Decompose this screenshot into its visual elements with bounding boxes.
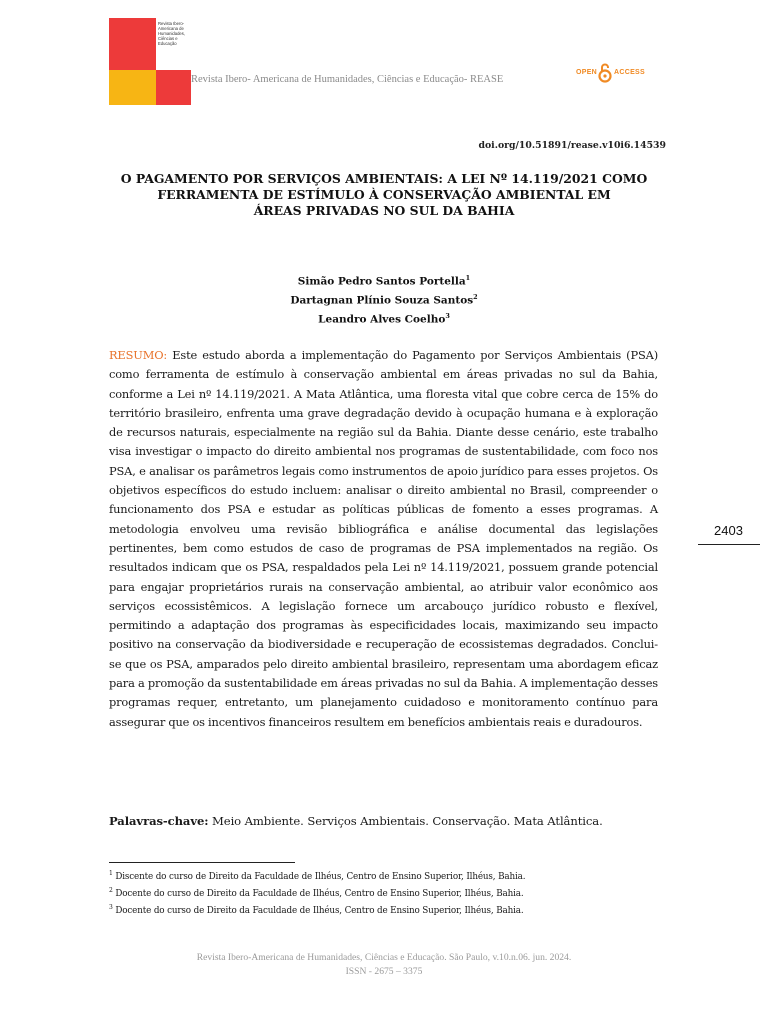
open-access-badge [576, 63, 646, 85]
paper-title [108, 171, 660, 219]
footnote: $^3$ Docente do curso de Direito da Faculdade de Ilhéus, Centro de Ensino Superior, Ilhéus, Bahia. [109, 904, 524, 917]
abstract-text: Este estudo aborda a implementação do Pagamento por Serviços Ambientais (PSA) como ferramenta de estímulo à conservação ambiental em áreas privadas no sul da Bahia, conforme a Lei nº 14.119/2021. A Mata Atlântica, uma floresta vital que cobre cerca de 15% do território brasileiro, enfrenta uma grave degradação devido à ocupação humana e à exploração de recursos naturais, especialmente na região sul da Bahia. Diante desse cenário, este trabalho visa investigar o impacto do direito ambiental nos programas de sustentabilidade, com foco nos PSA, e analisar os parâmetros legais como instrumentos de apoio jurídico para esses projetos. Os objetivos específicos do estudo incluem: analisar o direito ambiental no Brasil, compreender o funcionamento dos PSA e estudar as políticas públicas de fomento a esses programas. A metodologia envolveu uma revisão bibliográfica e análise documental das legislações pertinentes, bem como estudos de caso de programas de PSA implementados na região. Os resultados indicam que os PSA, respaldados pela Lei nº 14.119/2021, possuem grande potencial para engajar proprietários rurais na conservação ambiental, ao atribuir valor econômico aos serviços ecossistêmicos. A legislação fornece um arcabouço jurídico robusto e flexível, permitindo a adaptação dos programas às especificidades locais, maximizando seu impacto positivo na conservação da biodiversidade e recuperação de ecossistemas degradados. Conclui-se que os PSA, amparados pelo direito ambiental brasileiro, representam uma abordagem eficaz para a promoção da sustentabilidade em áreas privadas no sul da Bahia. A implementação desses programas requer, entretanto, um planejamento cuidadoso e monitoramento contínuo para assegurar que os incentivos financeiros resultem em benefícios ambientais reais e duradouros. [109, 348, 658, 729]
logo-text: Revista Ibero- Americana de Humanidades, Ciências e Educação [158, 21, 186, 46]
keywords-text: Meio Ambiente. Serviços Ambientais. Conservação. Mata Atlântica. [212, 814, 603, 828]
title-line: FERRAMENTA DE ESTÍMULO À CONSERVAÇÃO AMBIENTAL EM [157, 187, 611, 202]
logo-red-square-small [156, 70, 191, 105]
page-footer [100, 951, 668, 978]
journal-logo [109, 18, 191, 88]
open-access-word1: OPEN [576, 69, 598, 76]
author: Simão Pedro Santos Portella$^1$ [297, 274, 471, 288]
footer-issn: ISSN - 2675 – 3375 [345, 965, 423, 977]
author-list [108, 271, 660, 328]
footnote-divider [109, 862, 295, 863]
doi-link[interactable]: doi.org/10.51891/rease.v10i6.14539 [478, 140, 666, 151]
footnotes [109, 867, 525, 919]
page-number-rule [698, 544, 760, 545]
open-lock-icon [598, 63, 612, 83]
title-line: O PAGAMENTO POR SERVIÇOS AMBIENTAIS: A LEI Nº 14.119/2021 COMO [120, 171, 648, 186]
footnote: $^1$ Discente do curso de Direito da Faculdade de Ilhéus, Centro de Ensino Superior, Ilhéus, Bahia. [109, 870, 526, 882]
footer-citation: Revista Ibero-Americana de Humanidades, Ciências e Educação. São Paulo, v.10.n.06. jun. 2024. [196, 952, 572, 963]
author: Leandro Alves Coelho$^3$ [318, 312, 450, 326]
keywords-label: Palavras-chave: [109, 814, 209, 828]
abstract-label: RESUMO: [109, 348, 168, 362]
author: Dartagnan Plínio Souza Santos$^2$ [290, 293, 478, 307]
abstract [109, 346, 658, 732]
open-access-word2: ACCESS [614, 69, 645, 76]
logo-yellow-square [109, 70, 156, 105]
footnote: $^2$ Docente do curso de Direito da Faculdade de Ilhéus, Centro de Ensino Superior, Ilhéus, Bahia. [109, 887, 524, 900]
journal-name: Revista Ibero- Americana de Humanidades, Ciências e Educação- REASE [191, 74, 504, 85]
keywords [109, 812, 669, 830]
title-line: ÁREAS PRIVADAS NO SUL DA BAHIA [253, 203, 515, 218]
logo-red-square [109, 18, 156, 70]
page-number: 2403 [714, 523, 743, 538]
